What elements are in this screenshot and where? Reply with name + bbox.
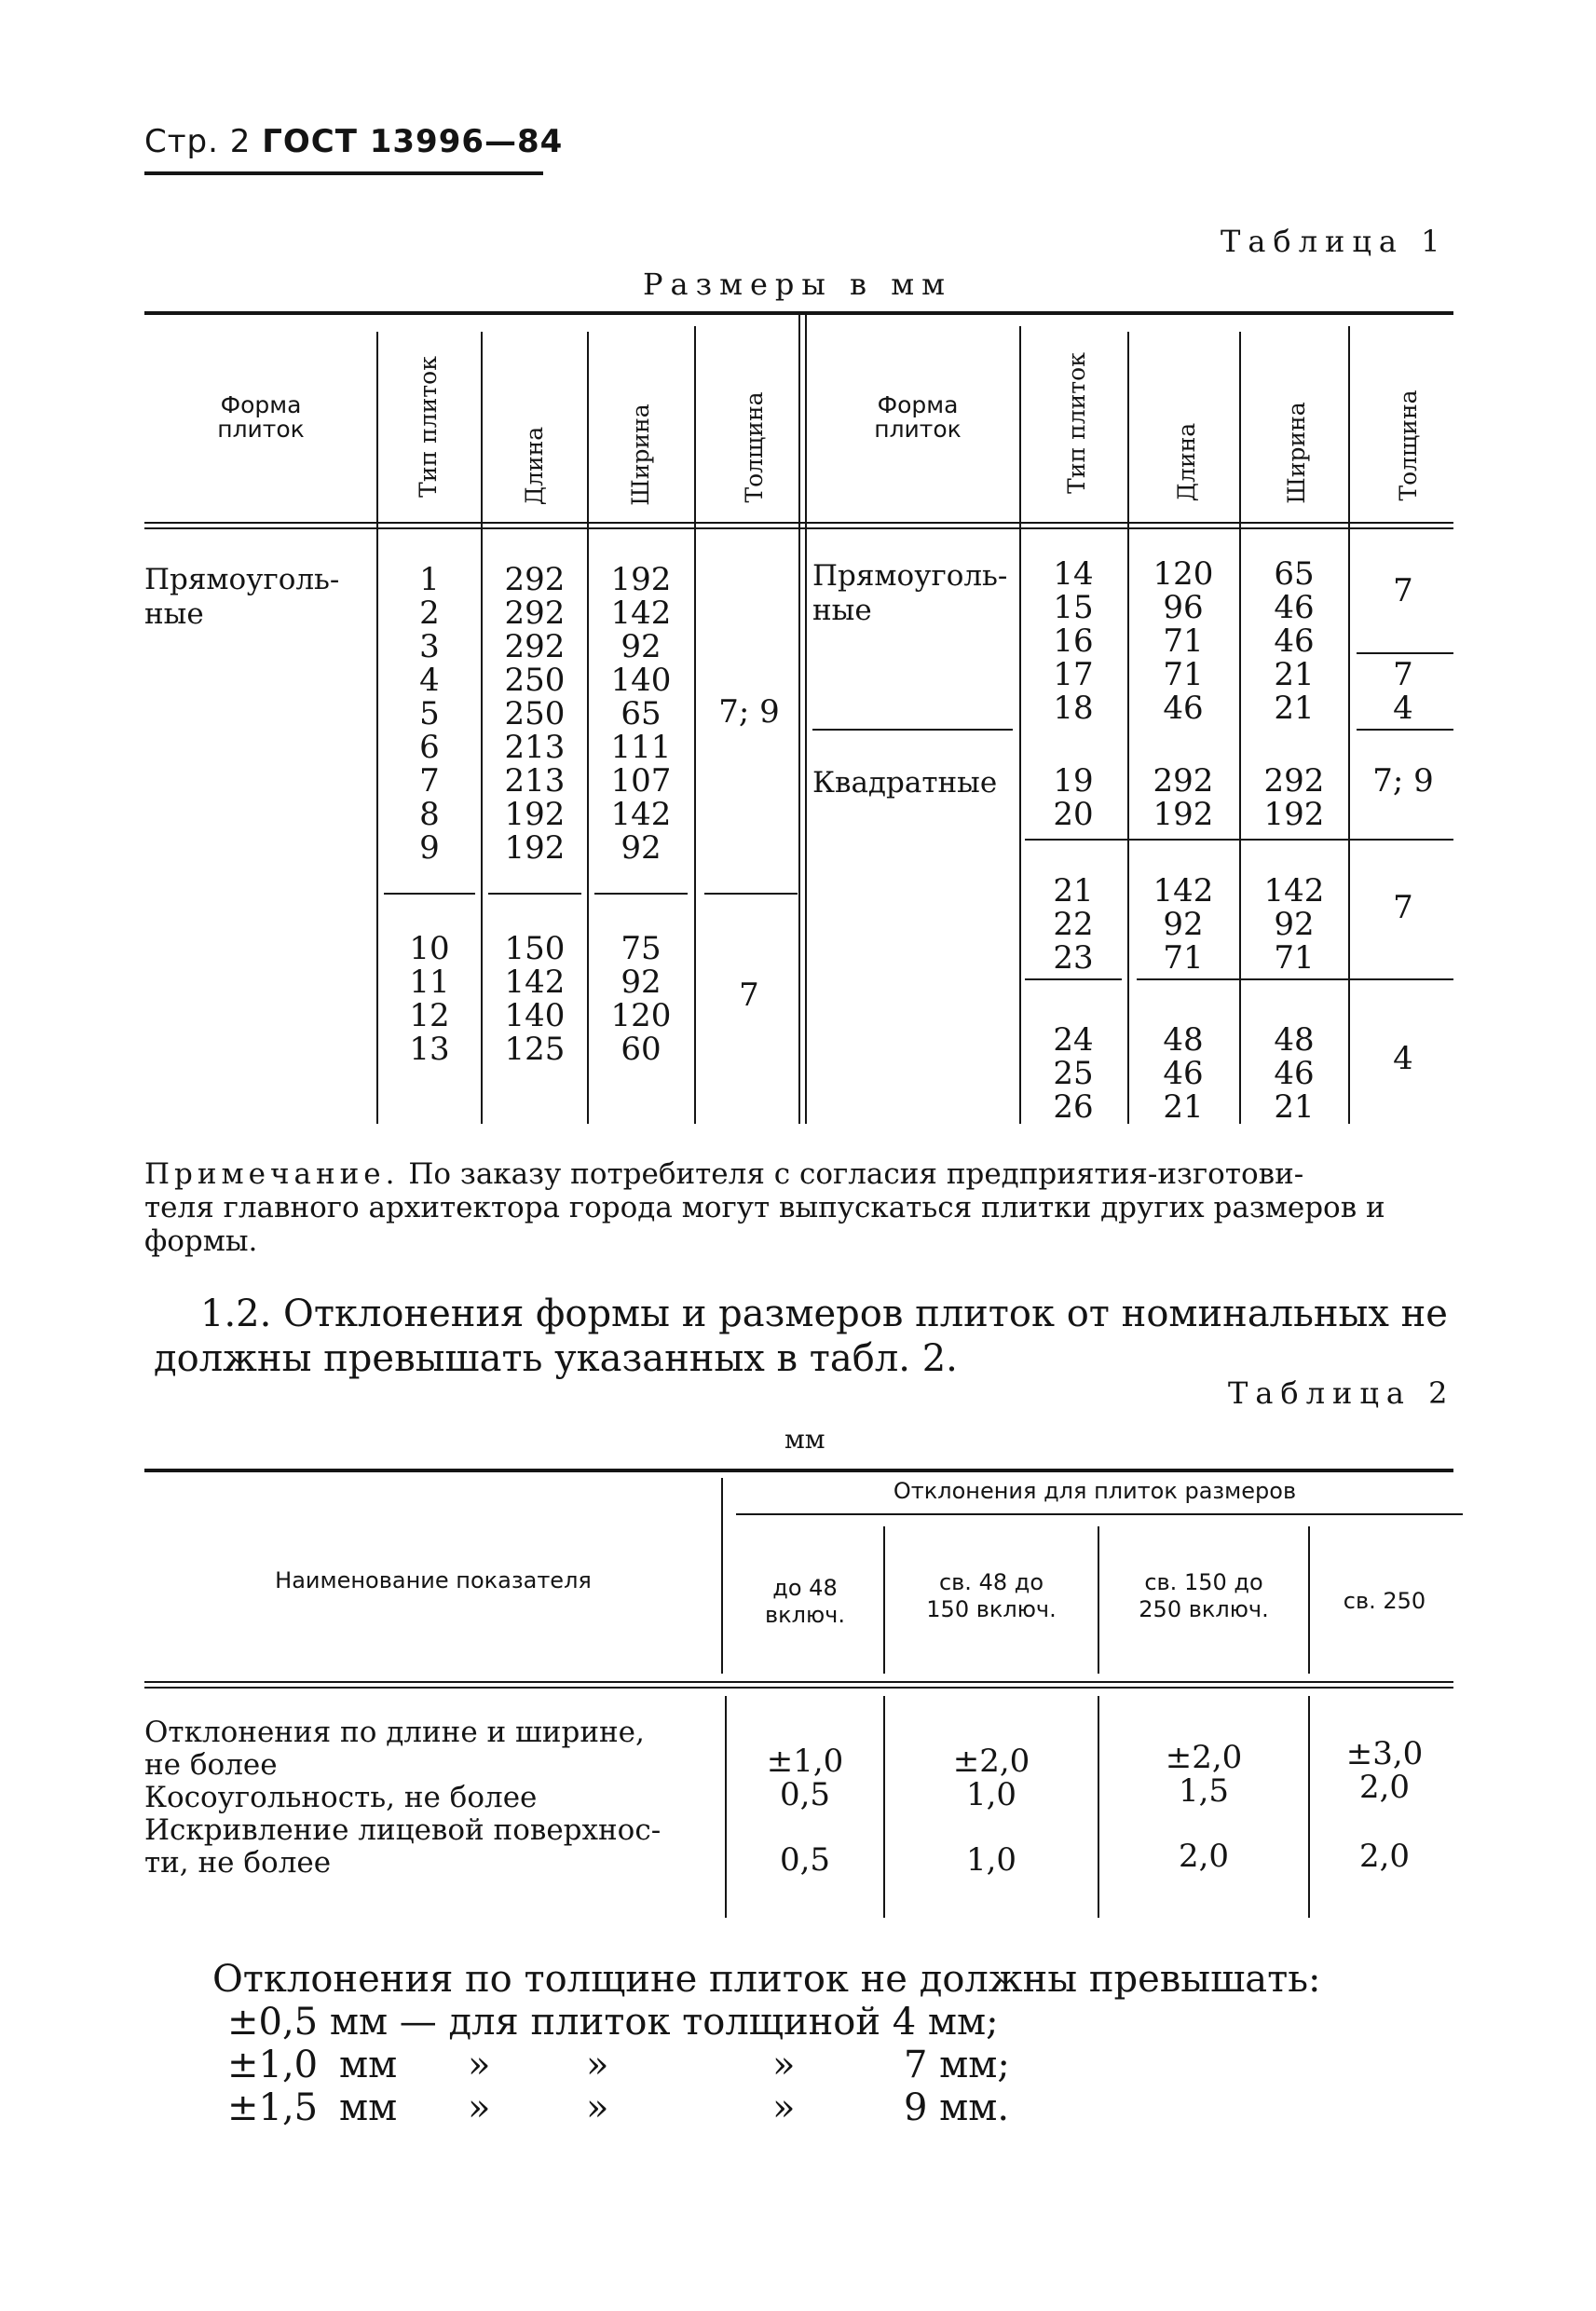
t1-right-g4-thickness: 7 — [1393, 889, 1413, 926]
paragraph-1-2: 1.2. Отклонения формы и размеров плиток от номинальных не должны превышать указанных в табл. 2. — [154, 1292, 1448, 1380]
t1-right-g3-thickness: 7; 9 — [1372, 762, 1434, 800]
t1-group-rule — [704, 893, 798, 895]
t1-vline — [587, 332, 589, 1124]
t1-right-g3-types: 19 20 — [1053, 762, 1094, 833]
t2-col-2: св. 48 до 150 включ. — [926, 1569, 1057, 1622]
table1-units: Размеры в мм — [643, 267, 952, 302]
ditto-mark: » — [772, 2086, 796, 2129]
tol-thickness: 7 мм; — [904, 2044, 1010, 2086]
t2-r1-c4: ±3,0 2,0 — [1345, 1735, 1424, 1806]
table2-header-rule-b — [144, 1687, 1453, 1689]
t1-col-type-left: Тип плиток — [415, 356, 442, 498]
thickness-intro: Отклонения по толщине плиток не должны превышать: — [212, 1958, 1321, 2001]
t1-group-rule — [488, 893, 581, 895]
table2-group-rule — [736, 1513, 1463, 1515]
t1-vline-double — [798, 315, 800, 1124]
t1-left-g1-thickness: 7; 9 — [718, 693, 780, 731]
t1-left-g2-width: 75 92 120 60 — [610, 930, 672, 1068]
t1-vline — [376, 332, 378, 1124]
t2-r1-c3: ±2,0 1,5 — [1165, 1739, 1243, 1810]
t1-group-rule — [594, 893, 688, 895]
t1-left-g1-length: 292 292 292 250 250 213 213 192 192 — [504, 561, 566, 867]
t1-right-g5-thickness: 4 — [1393, 1040, 1413, 1077]
t1-vline — [694, 326, 696, 1124]
t1-right-g5-length: 48 46 21 — [1163, 1021, 1204, 1126]
tol-unit: мм — [339, 2044, 398, 2086]
t1-col-length-left: Длина — [521, 426, 548, 506]
t1-right-g1-length: 120 96 71 — [1153, 555, 1214, 660]
t1-col-width-left: Ширина — [627, 403, 654, 506]
t1-left-shape: Прямоуголь- ные — [144, 563, 340, 631]
table1-label: Таблица 1 — [1221, 224, 1448, 259]
t1-right-g4-length: 142 92 71 — [1153, 872, 1214, 977]
tol-thickness: 4 мм; — [892, 2001, 999, 2044]
ditto-mark: » — [586, 2086, 609, 2129]
t2-col-4: св. 250 — [1343, 1588, 1426, 1614]
t2-r2-c3: 2,0 — [1178, 1838, 1230, 1875]
t1-right-g3-width: 292 192 — [1263, 762, 1325, 833]
page-header — [144, 123, 563, 160]
t1-col-width-right: Ширина — [1283, 402, 1310, 504]
t1-col-thickness-right: Толщина — [1395, 390, 1422, 501]
t1-left-g2-types: 10 11 12 13 — [409, 930, 450, 1068]
table1-note — [144, 1157, 1467, 1258]
tol-value: ±0,5 — [227, 2001, 319, 2044]
t1-vline — [1127, 332, 1129, 1124]
tol-thickness: 9 мм. — [904, 2086, 1010, 2129]
t2-col-group: Отклонения для плиток размеров — [893, 1478, 1297, 1504]
ditto-mark: » — [586, 2044, 609, 2086]
table2-units: мм — [784, 1424, 825, 1455]
t1-vline — [481, 332, 483, 1124]
t1-left-g1-types: 1 2 3 4 5 6 7 8 9 — [419, 561, 440, 867]
t2-r2-c2: 1,0 — [965, 1841, 1017, 1879]
t2-row-names: Отклонения по длине и ширине, не более Косоугольность, не более Искривление лицевой поверхнос- ти, не более — [144, 1716, 662, 1880]
t1-right-g4-width: 142 92 71 — [1263, 872, 1325, 977]
t1-col-length-right: Длина — [1173, 422, 1200, 502]
t1-right-g1-width: 65 46 46 — [1274, 555, 1315, 660]
t2-r1-c2: ±2,0 1,0 — [952, 1743, 1030, 1813]
tol-value: ±1,0 — [227, 2044, 319, 2086]
t2-col-name: Наименование показателя — [275, 1567, 592, 1593]
t1-right-g1-types: 14 15 16 — [1053, 555, 1094, 660]
t2-r1-c1: ±1,0 0,5 — [766, 1743, 844, 1813]
table2-top-rule — [144, 1469, 1453, 1472]
t1-col-type-right: Тип плиток — [1063, 352, 1090, 494]
t2-r2-c4: 2,0 — [1358, 1838, 1411, 1875]
thickness-line-1 — [227, 2000, 999, 2044]
t1-right-g1-thickness: 7 — [1393, 572, 1413, 609]
tol-text: мм — для плиток толщиной — [329, 2001, 881, 2044]
t1-right-g3-length: 292 192 — [1153, 762, 1214, 833]
t1-right-g5-width: 48 46 21 — [1274, 1021, 1315, 1126]
t1-right-g2-width: 21 21 — [1274, 656, 1315, 727]
t1-group-rule — [1025, 839, 1453, 841]
header-rule — [144, 171, 543, 175]
t2-vline — [1308, 1696, 1310, 1918]
t1-vline — [1239, 332, 1241, 1124]
ditto-mark: » — [468, 2044, 491, 2086]
tol-value: ±1,5 — [227, 2086, 319, 2129]
t1-right-shape-square: Квадратные — [812, 766, 998, 800]
t1-group-rule — [1357, 729, 1453, 731]
t1-group-rule — [812, 729, 1013, 731]
t1-right-g2-length: 71 46 — [1163, 656, 1204, 727]
t1-group-rule — [1137, 978, 1453, 980]
note-text: По заказу потребителя с согласия предприятия-изготови- теля главного архитектора города могут выпускаться плитки других размеров и формы. — [144, 1157, 1385, 1258]
table2-header-rule-a — [144, 1681, 1453, 1683]
t2-r2-c1: 0,5 — [779, 1841, 831, 1879]
t2-vline — [721, 1478, 723, 1674]
t1-right-g2-types: 17 18 — [1053, 656, 1094, 727]
thickness-line-2 — [227, 2043, 1159, 2087]
t1-group-rule — [1025, 978, 1122, 980]
t1-col-shape-left: Форма плиток — [217, 391, 305, 444]
t1-vline-double — [805, 315, 807, 1124]
t1-group-rule — [384, 893, 475, 895]
t1-right-shape-rect: Прямоуголь- ные — [812, 559, 1008, 627]
ditto-mark: » — [468, 2086, 491, 2129]
t2-col-3: св. 150 до 250 включ. — [1139, 1569, 1269, 1622]
t1-col-thickness-left: Толщина — [741, 391, 768, 503]
t1-right-g5-types: 24 25 26 — [1053, 1021, 1094, 1126]
page-number: Стр. 2 — [144, 123, 252, 160]
t1-left-g2-length: 150 142 140 125 — [504, 930, 566, 1068]
thickness-line-3 — [227, 2085, 1159, 2130]
t1-right-g4-types: 21 22 23 — [1053, 872, 1094, 977]
standard-number: ГОСТ 13996—84 — [262, 123, 564, 160]
t1-col-shape-right: Форма плиток — [874, 391, 962, 444]
t1-vline — [1019, 326, 1021, 1124]
table2-label: Таблица 2 — [1228, 1375, 1455, 1411]
t1-left-g2-thickness: 7 — [739, 977, 759, 1014]
note-label: Примечание. — [144, 1157, 400, 1191]
t2-col-1: до 48 включ. — [765, 1575, 845, 1628]
t1-vline — [1348, 326, 1350, 1124]
t1-right-g2-thickness: 7 4 — [1393, 656, 1413, 727]
ditto-mark: » — [772, 2044, 796, 2086]
t1-left-g1-width: 192 142 92 140 65 111 107 142 92 — [610, 561, 672, 867]
tol-unit: мм — [339, 2086, 398, 2129]
t1-group-rule — [1357, 652, 1453, 654]
